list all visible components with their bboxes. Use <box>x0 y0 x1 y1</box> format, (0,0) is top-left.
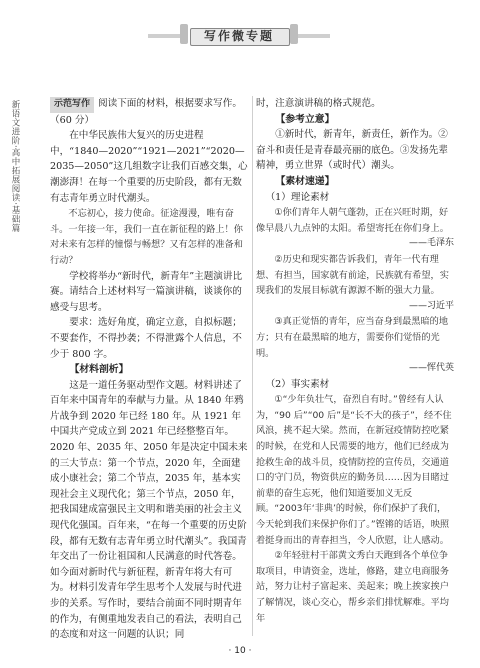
right-column <box>256 96 454 626</box>
material-express-heading: 【素材速递】 <box>275 175 335 187</box>
material-analysis-heading: 【材料剖析】 <box>69 364 129 376</box>
prompt-intro-text: 阅读下面的材料，根据要求写作。（60 分） <box>50 98 242 126</box>
quote-1-author: ——毛泽东 <box>408 238 454 249</box>
task-paragraph: 学校将举办“新时代，新青年”主题演讲比赛。请结合上述材料写一篇演讲稿，谈谈你的感受与思考。 <box>50 270 243 313</box>
left-column <box>50 96 250 643</box>
analysis-paragraph: 这是一道任务驱动型作文题。材料讲述了百年来中国青年的奉献与力量。从 1840 年鸦片战争到 2020 年已经 180 年。从 1921 年中国共产党成立到 2021 年已经整整百年。2020 年、2035 年、2050 年是决定中国未来的三大节点：第一个节点，2020 年，全面建成小康社会；第二个节点，2035 年，基本实现社会主义现代化；第三个节点，2050 年，把我国建成富强民主文明和谐美丽的社会主义现代化强国。百年来，“在每一个重要的历史阶段，都有无数有志青年勇立时代潮头”。我国青年交出了一份让祖国和人民满意的时代答卷。如今面对新时代与新征程，新青年将大有可为。材料引发青年学生思考个人发展与时代进步的关系。写作时，要结合前面不同时期青年的作为，有侧重地发表自己的看法，表明自己的态度和对这一问题的认识；同 <box>50 379 248 641</box>
material-paragraph-1: 在中华民族伟大复兴的历史进程中，“1840—2020”“1921—2021”“2020—2035—2050”这几组数字让我们百感交集，心潮澎湃！在每一个重要的历史阶段，都有无数有志青年勇立时代潮头。 <box>50 130 248 204</box>
demo-writing-tag: 示范写作 <box>50 97 94 113</box>
reference-idea-text: ①新时代，新青年，新责任，新作为。②奋斗和责任是青春最亮丽的底色。③发扬先辈精神，勇立世界（或时代）潮头。 <box>256 129 448 172</box>
quote-1: ①你们青年人朝气蓬勃，正在兴旺时期，好像早晨八九点钟的太阳。希望寄托在你们身上。 <box>256 207 449 234</box>
material-paragraph-2: 不忘初心，接力使命。征途漫漫，唯有奋斗。一年接一年，我们一直在新征程的路上！你对未来有怎样的憧憬与畅想？又有怎样的准备和行动？ <box>50 208 243 266</box>
section-title: 写作微专题 <box>203 29 274 43</box>
page-number: · 10 · <box>228 646 252 656</box>
section-banner <box>178 22 300 48</box>
side-series-label: 新语文进阶·高中拓展阅读·基础篇 <box>10 100 20 233</box>
theory-material-subheading: （1）理论素材 <box>265 191 330 203</box>
fact-material-subheading: （2）事实素材 <box>265 378 330 390</box>
fact-1: ①“少年负壮气，奋烈自有时。”曾经有人认为，“90 后”“00 后”是“长不大的孩子”，经不住风浪，挑不起大梁。然而，在新冠疫情防控吃紧的时候，在党和人民需要的地方，他们已经成为抢救生命的战斗员，疫情防控的宣传员，交通道口的守门员，物资供应的勤务员……因为目睹过前辈的奋生忘死，他们知道要加义无反顾。“2003年‘非典’的时候，你们保护了我们，今天轮到我们来保护你们了。”铿锵的话语，映照着挺身而出的青春担当，令人欣慰，让人感动。 <box>256 394 452 546</box>
analysis-continuation: 时，注意演讲稿的格式规范。 <box>256 98 381 109</box>
reference-idea-heading: 【参考立意】 <box>275 113 335 125</box>
requirements-paragraph: 要求：选好角度，确定立意，自拟标题；不要套作，不得抄袭；不得泄露个人信息，不少于 800 字。 <box>50 317 242 360</box>
column-divider <box>252 96 253 636</box>
quote-3: ③真正觉悟的青年，应当奋身到最黑暗的地方；只有在最黑暗的地方，需要你们觉悟的光明。 <box>256 316 449 359</box>
quote-2: ②历史和现实都告诉我们，青年一代有理想、有担当，国家就有前途，民族就有希望，实现我们的发展目标就有源源不断的强大力量。 <box>256 253 449 297</box>
fact-2: ②年轻驻村干部黄文秀白天跑到各个单位争取项目，申请资金，选址，修路，建立电商服务站，努力让村子富起来、美起来；晚上挨家挨户了解情况，谈心交心，帮乡亲们排忧解难。平均年 <box>256 550 449 624</box>
quote-2-author: ——习近平 <box>408 300 454 311</box>
quote-3-author: ——恽代英 <box>408 363 454 374</box>
prompt-intro <box>50 96 250 128</box>
